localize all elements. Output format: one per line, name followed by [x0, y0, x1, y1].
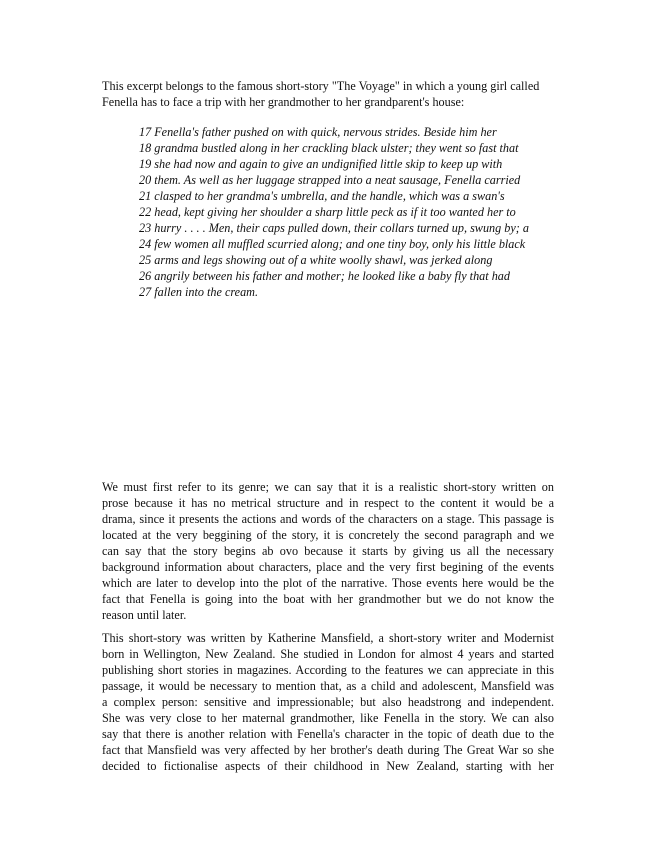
paragraph-line: can say that the story begins ab ovo because it starts by giving us all the necessary [102, 544, 554, 558]
intro-line: Fenella has to face a trip with her grandmother to her grandparent's house: [102, 95, 465, 109]
story-excerpt [139, 124, 559, 300]
paragraph-line: passage, it would be necessary to mention that, as a child and adolescent, Mansfield was [102, 679, 554, 693]
paragraph-line: drama, since it presents the actions and words of the characters on a stage. This passage is [102, 512, 554, 526]
paragraph-line: which are later to develop into the plot of the narrative. Those events here would be the [102, 576, 554, 590]
excerpt-line: 22 head, kept giving her shoulder a sharp little peck as if it too wanted her to [139, 205, 516, 219]
paragraph-line: say that there is another relation with Fenella's character in the topic of death due to the [102, 727, 554, 741]
paragraph-line: We must first refer to its genre; we can say that it is a realistic short-story written on [102, 480, 554, 494]
paragraph-line: located at the very beggining of the story, it is concretely the second paragraph and we [102, 528, 554, 542]
excerpt-line: 18 grandma bustled along in her crackling black ulster; they went so fast that [139, 141, 519, 155]
paragraph-line: a complex person: sensitive and impressionable; but also headstrong and independent. [102, 695, 554, 709]
paragraph-line: fact that Mansfield was very affected by her brother's death during The Great War so she [102, 743, 554, 757]
paragraph-line: fact that Fenella is going into the boat with her grandmother but we do not know the [102, 592, 554, 606]
excerpt-line: 20 them. As well as her luggage strapped into a neat sausage, Fenella carried [139, 173, 521, 187]
excerpt-line: 26 angrily between his father and mother; he looked like a baby fly that had [139, 269, 510, 283]
paragraph-line: decided to fictionalise aspects of their childhood in New Zealand, starting with her [102, 759, 554, 773]
intro-paragraph [102, 78, 554, 110]
excerpt-line: 24 few women all muffled scurried along; and one tiny boy, only his little black [139, 237, 526, 251]
paragraph-line: She was very close to her maternal grandmother, like Fenella in the story. We can also [102, 711, 554, 725]
excerpt-line: 27 fallen into the cream. [139, 285, 259, 299]
paragraph-line: born in Wellington, New Zealand. She studied in London for almost 4 years and started [102, 647, 554, 661]
excerpt-line: 17 Fenella's father pushed on with quick, nervous strides. Beside him her [139, 125, 497, 139]
intro-line: This excerpt belongs to the famous short-story "The Voyage" in which a young girl called [102, 79, 540, 93]
paragraph-line: background information about characters, place and the very first begining of the events [102, 560, 554, 574]
excerpt-line: 23 hurry . . . . Men, their caps pulled down, their collars turned up, swung by; a [139, 221, 529, 235]
genre-paragraph [102, 479, 554, 623]
paragraph-line: This short-story was written by Katherine Mansfield, a short-story writer and Modernist [102, 631, 554, 645]
paragraph-line: prose because it has no metrical structure and in respect to the content it would be a [102, 496, 554, 510]
excerpt-line: 19 she had now and again to give an undignified little skip to keep up with [139, 157, 503, 171]
paragraph-line: publishing short stories in magazines. According to the features we can appreciate in this [102, 663, 554, 677]
excerpt-line: 25 arms and legs showing out of a white woolly shawl, was jerked along [139, 253, 493, 267]
author-paragraph [102, 630, 554, 774]
excerpt-line: 21 clasped to her grandma's umbrella, and the handle, which was a swan's [139, 189, 505, 203]
paragraph-line: reason until later. [102, 608, 187, 622]
